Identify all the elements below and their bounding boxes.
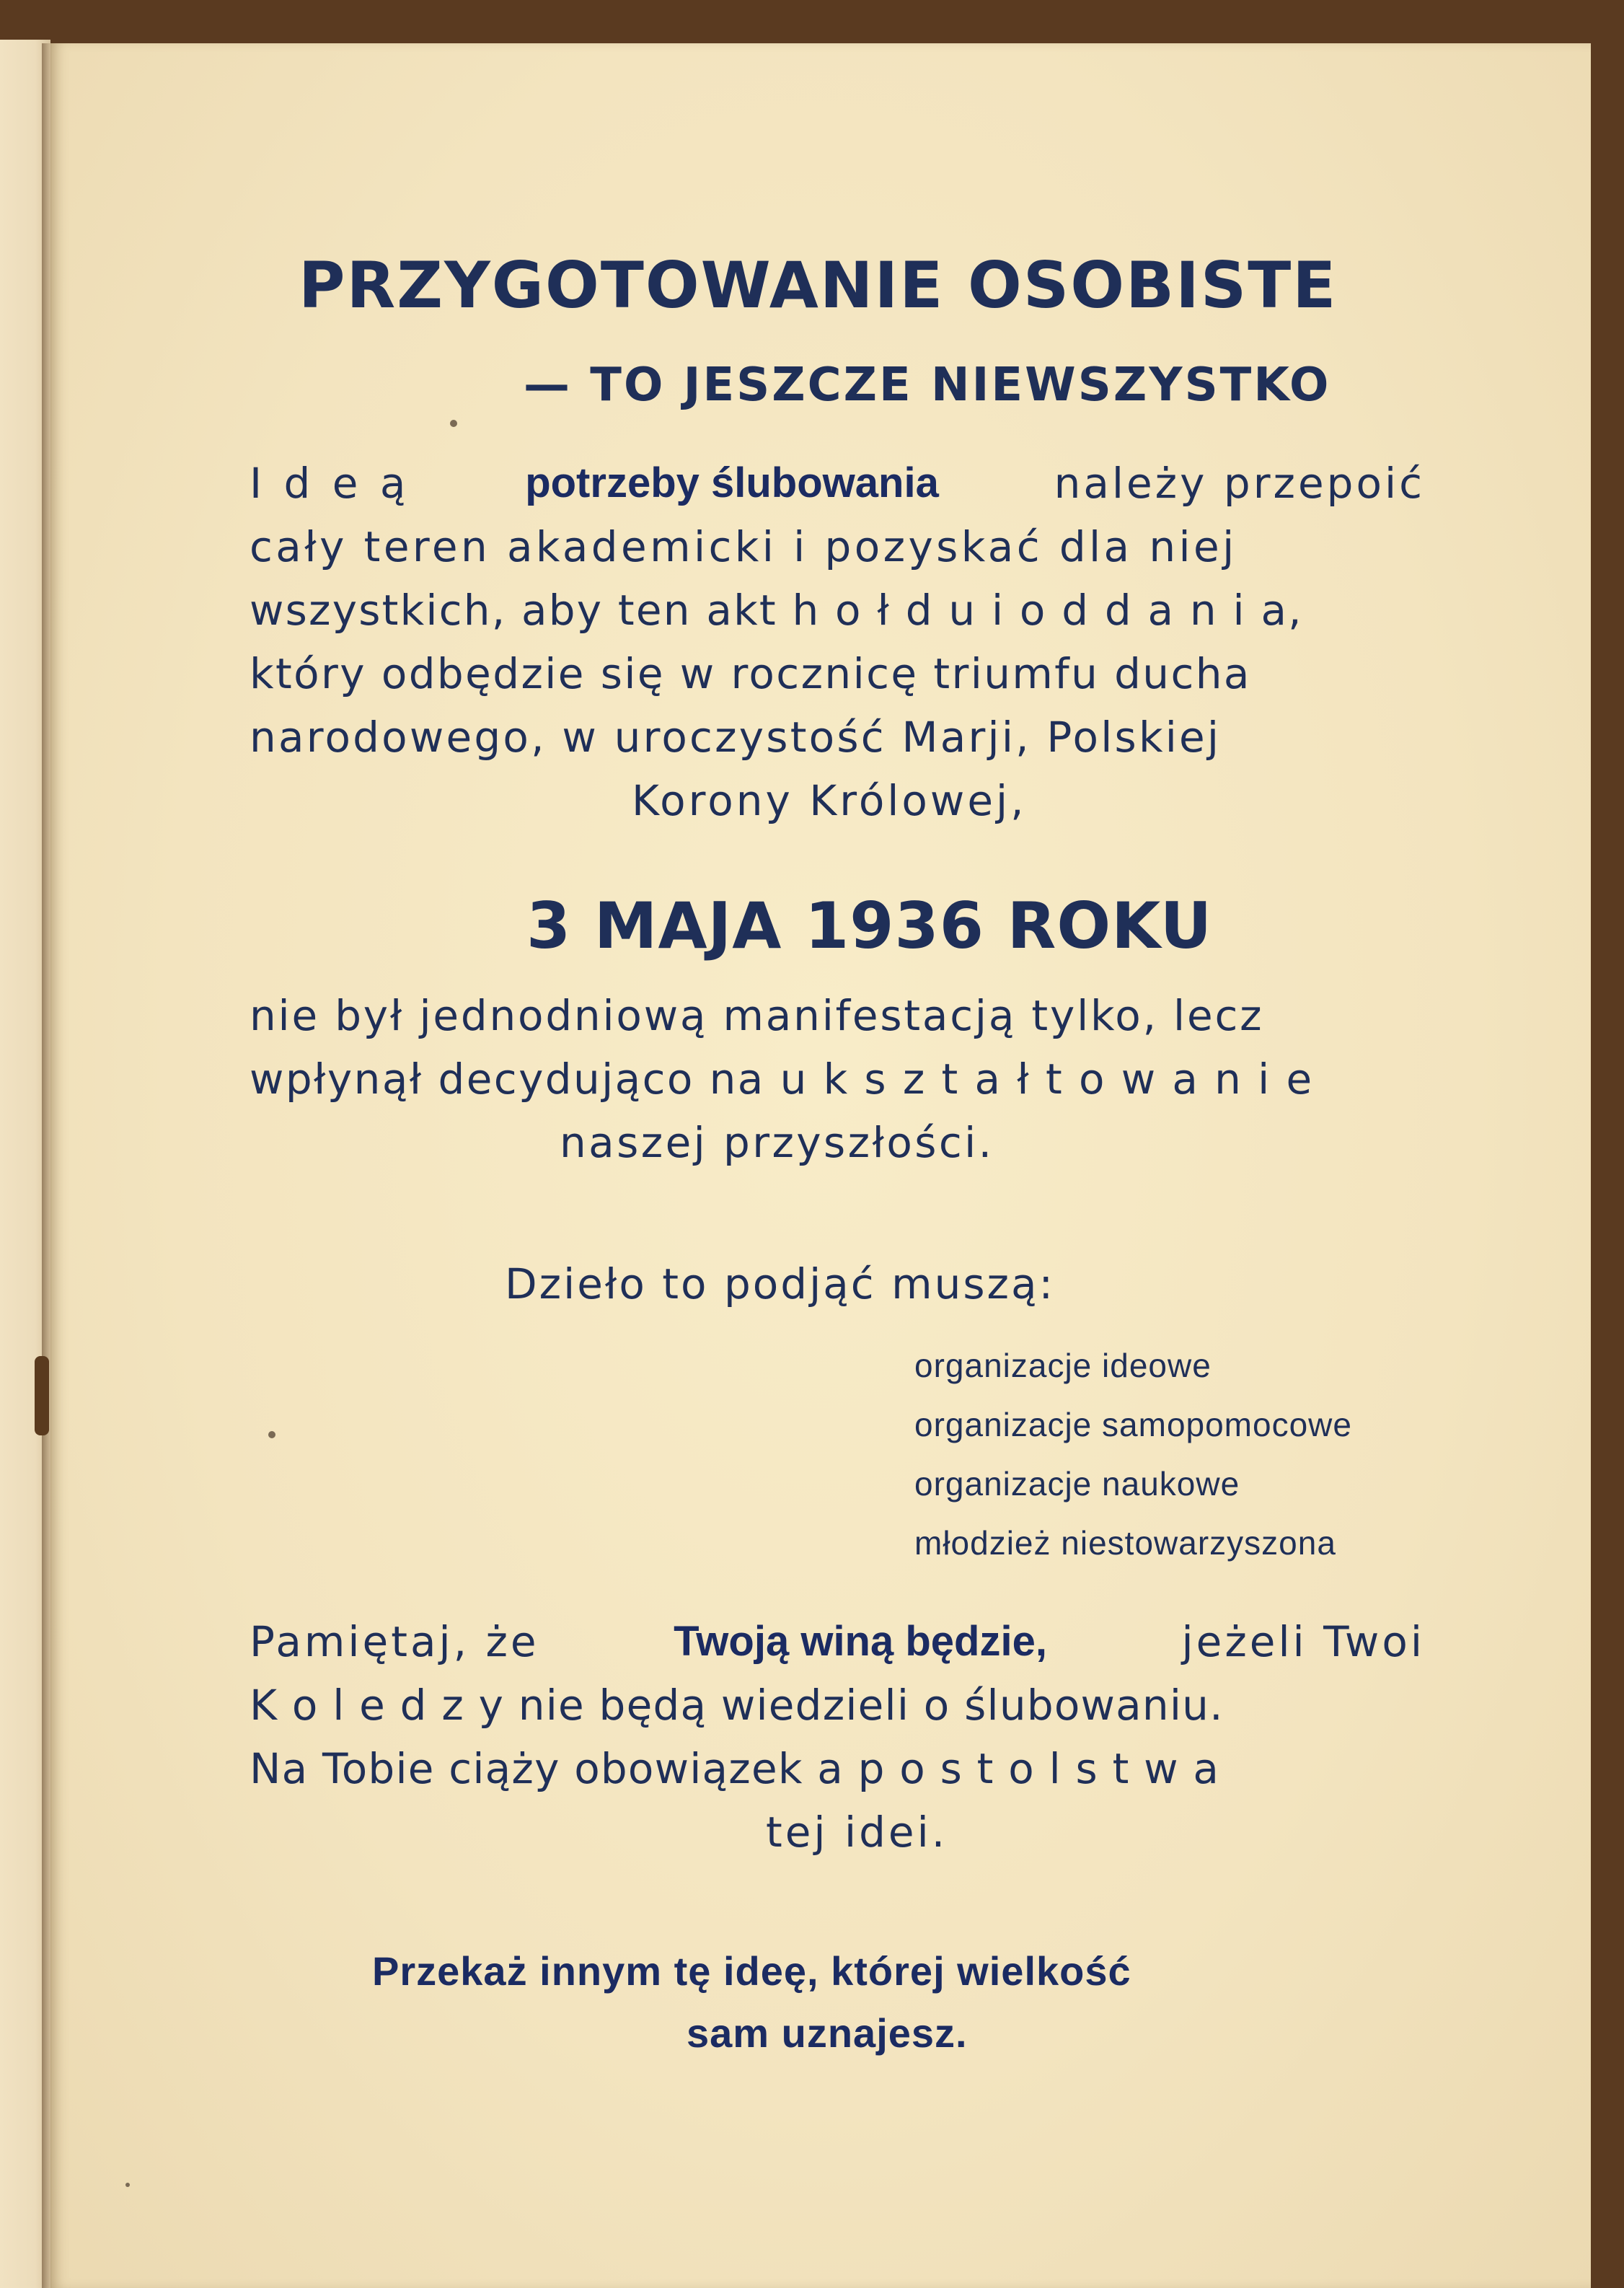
paper-speck xyxy=(268,1431,275,1438)
paragraph-2-line-2: wpłynął decydująco na u k s z t a ł t o w a n i e xyxy=(250,1055,1314,1104)
paper-speck xyxy=(125,2183,130,2187)
binding-shadow xyxy=(42,43,52,2288)
paper-speck xyxy=(450,420,457,427)
title-line-2: — TO JESZCZE NIEWSZYSTKO xyxy=(524,358,1331,412)
paragraph-1-line-1 xyxy=(250,452,1425,515)
closing-line-1: Przekaż innym tę ideę, której wielkość xyxy=(372,1948,1131,1994)
organizations-intro: Dzieło to podjąć muszą: xyxy=(505,1259,1056,1308)
closing-line-2: sam uznajesz. xyxy=(687,2010,968,2056)
paragraph-1-line-1-end: należy przepoić xyxy=(1054,459,1425,508)
date-heading: 3 MAJA 1936 ROKU xyxy=(526,889,1213,963)
binding-hole xyxy=(35,1356,49,1435)
paragraph-2-line-3: naszej przyszłości. xyxy=(560,1118,994,1167)
organization-item: organizacje samopomocowe xyxy=(914,1406,1352,1443)
document-page xyxy=(50,43,1591,2288)
paragraph-3-line-2: K o l e d z y nie będą wiedzieli o ślubowaniu. xyxy=(250,1681,1224,1730)
organization-item: młodzież niestowarzyszona xyxy=(914,1524,1336,1562)
paragraph-1-line-5: narodowego, w uroczystość Marji, Polskiej xyxy=(250,713,1222,762)
paragraph-3-line-4: tej idei. xyxy=(766,1808,948,1857)
paragraph-2-line-1: nie był jednodniową manifestacją tylko, lecz xyxy=(250,991,1264,1040)
paragraph-1-line-4: który odbędzie się w rocznicę triumfu ducha xyxy=(250,649,1251,698)
organization-item: organizacje naukowe xyxy=(914,1465,1240,1502)
paragraph-1-emphasis: potrzeby ślubowania xyxy=(525,459,939,506)
paragraph-1-line-2: cały teren akademicki i pozyskać dla niej xyxy=(250,522,1237,571)
paragraph-1-line-3: wszystkich, aby ten akt h o ł d u i o d d a n i a, xyxy=(250,586,1303,635)
title-line-1: PRZYGOTOWANIE OSOBISTE xyxy=(299,248,1338,322)
organization-item: organizacje ideowe xyxy=(914,1347,1212,1384)
paragraph-3-line-1-start: Pamiętaj, że xyxy=(250,1617,539,1666)
paragraph-3-line-3: Na Tobie ciąży obowiązek a p o s t o l s t w a xyxy=(250,1744,1220,1793)
paragraph-3-line-1-end: jeżeli Twoi xyxy=(1181,1617,1425,1666)
paragraph-1-line-1-start: I d e ą xyxy=(250,459,410,508)
paragraph-3-emphasis: Twoją winą będzie, xyxy=(674,1618,1047,1665)
paragraph-1-line-6: Korony Królowej, xyxy=(632,776,1027,825)
paragraph-3-line-1 xyxy=(250,1610,1425,1673)
